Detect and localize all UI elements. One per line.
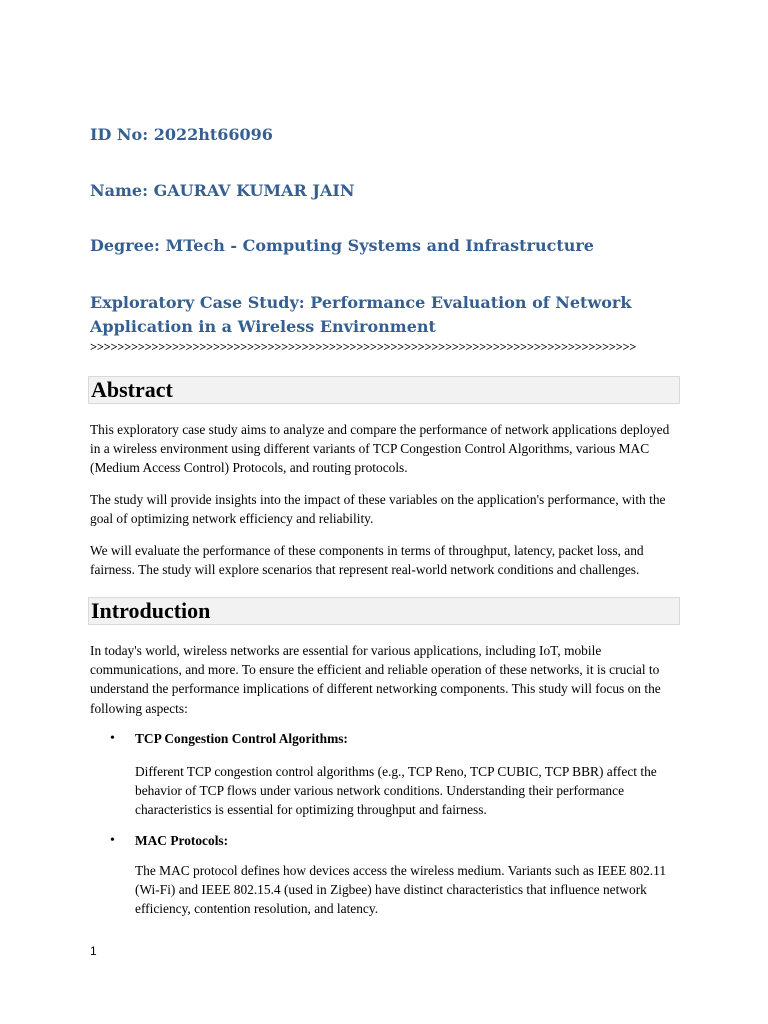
introduction-heading: Introduction bbox=[91, 598, 211, 623]
list-item-title: MAC Protocols: bbox=[135, 833, 229, 848]
student-name: Name: GAURAV KUMAR JAIN bbox=[90, 181, 355, 200]
list-item-text: The MAC protocol defines how devices access the wireless medium. Variants such as IEEE 802.11 (Wi-Fi) and IEEE 802.15.4 (used in Zigbee) have distinct characteristics that influence network efficiency, contention resolution, and latency. bbox=[135, 863, 667, 917]
list-item-title: TCP Congestion Control Algorithms: bbox=[135, 731, 348, 746]
separator-line: >>>>>>>>>>>>>>>>>>>>>>>>>>>>>>>>>>>>>>>>>>>>>>>>>>>>>>>>>>>>>>>>>>>>>>>>>>>>>>>> bbox=[90, 340, 637, 354]
introduction-heading-box bbox=[88, 597, 680, 625]
abstract-paragraph-2: The study will provide insights into the impact of these variables on the application's performance, with the goal of optimizing network efficiency and reliability. bbox=[90, 492, 666, 527]
degree: Degree: MTech - Computing Systems and Infrastructure bbox=[90, 236, 594, 255]
id-number: ID No: 2022ht66096 bbox=[90, 125, 273, 144]
study-title: Exploratory Case Study: Performance Evaluation of Network Application in a Wireless Environment bbox=[90, 293, 632, 336]
abstract-paragraph-3: We will evaluate the performance of these components in terms of throughput, latency, packet loss, and fairness. The study will explore scenarios that represent real-world network conditions and challenges. bbox=[90, 543, 644, 578]
introduction-paragraph: In today's world, wireless networks are essential for various applications, including IoT, mobile communications, and more. To ensure the efficient and reliable operation of these networks, it is crucial to understand the performance implications of different networking components. This study will focus on the following aspects: bbox=[90, 643, 661, 716]
abstract-heading: Abstract bbox=[91, 377, 173, 402]
page-number: 1 bbox=[90, 944, 97, 958]
abstract-heading-box bbox=[88, 376, 680, 404]
list-item-text: Different TCP congestion control algorithms (e.g., TCP Reno, TCP CUBIC, TCP BBR) affect the behavior of TCP flows under various network conditions. Understanding their performance characteristics is essential for optimizing throughput and fairness. bbox=[135, 764, 657, 818]
bullet-icon: • bbox=[110, 833, 115, 848]
bullet-icon: • bbox=[110, 731, 115, 746]
abstract-paragraph-1: This exploratory case study aims to analyze and compare the performance of network applications deployed in a wireless environment using different variants of TCP Congestion Control Algorithms, various MAC (Medium Access Control) Protocols, and routing protocols. bbox=[90, 422, 670, 476]
